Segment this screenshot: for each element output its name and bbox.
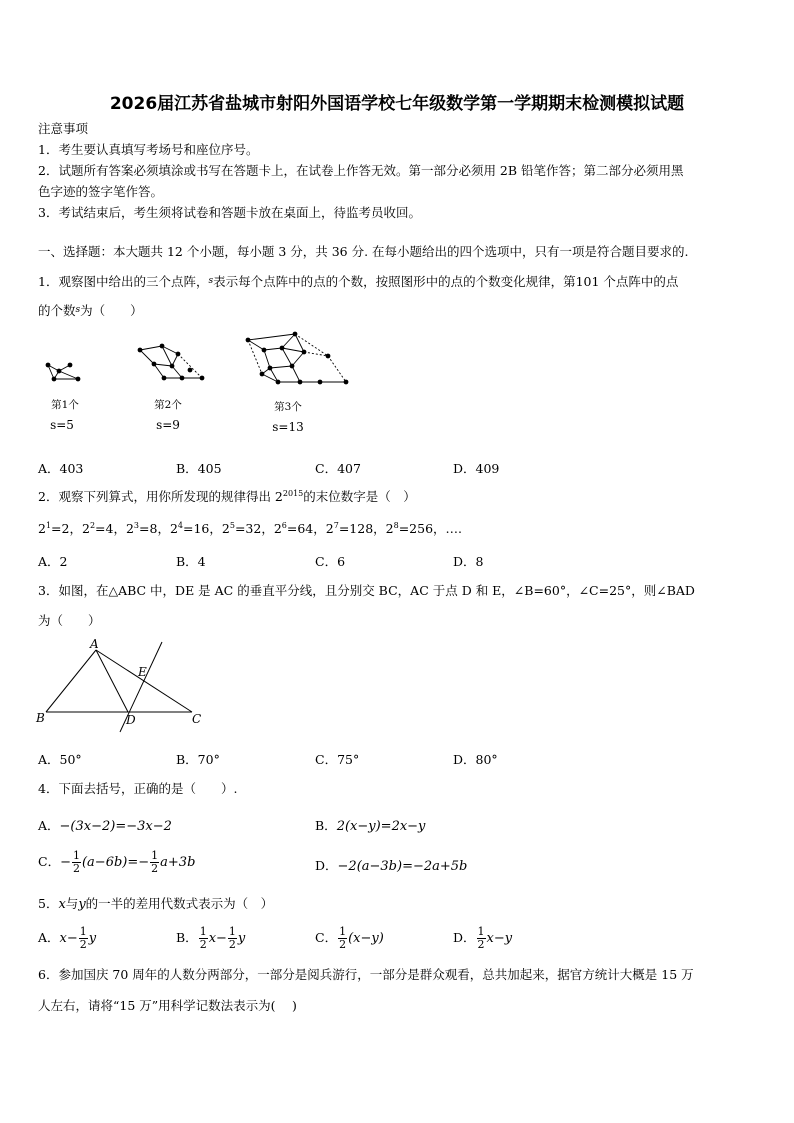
q2-seq-exponent: 3: [133, 521, 140, 530]
q2-exponent: 2015: [282, 489, 304, 498]
q1-option-d[interactable]: D．409: [453, 461, 500, 476]
q5-text-b: 与: [65, 896, 79, 911]
q2-seq-exponent: 7: [333, 521, 339, 530]
q4-option-d[interactable]: [315, 856, 467, 874]
exam-title: 2026届江苏省盐城市射阳外国语学校七年级数学第一学期期末检测模拟试题: [109, 94, 685, 114]
q5-option-a[interactable]: [38, 926, 96, 951]
q2-seq-value: =4，: [95, 521, 126, 536]
q2-seq-value: =8，: [139, 521, 170, 536]
q4-option-a[interactable]: [38, 816, 172, 834]
q2-seq-base: 2: [125, 521, 134, 536]
q1-stem-line1: [38, 273, 678, 290]
q4-c-mid: (a−6b)=−: [81, 855, 150, 870]
q3-stem-line1: 3．如图，在△ABC 中，DE 是 AC 的垂直平分线，且分别交 BC，AC 于点 D 和 E，∠B=60°，∠C=25°，则∠BAD: [38, 583, 695, 598]
q5-option-b[interactable]: [176, 926, 245, 951]
q2-option-a[interactable]: A．2: [38, 554, 68, 569]
q5-option-d[interactable]: [453, 926, 512, 951]
q2-seq-base: 2: [81, 521, 90, 536]
q4-option-c[interactable]: [38, 850, 195, 875]
q4-c-pre: −: [60, 855, 71, 870]
q1-text-b: 表示每个点阵中的点的个数，按照图形中的点的个数变化规律，第101 个点阵中的点: [213, 274, 679, 289]
q5-b-fraction-2: $\frac{1}{2}$: [228, 925, 236, 951]
q2-seq-exponent: 1: [45, 521, 52, 530]
q2-option-c[interactable]: C．6: [315, 554, 346, 569]
q1-fig1-value: s=5: [50, 418, 74, 432]
q6-stem-line1: 6．参加国庆 70 周年的人数分两部分，一部分是阅兵游行，一部分是群众观看，总共加起来，据官方统计大概是 15 万: [38, 967, 694, 982]
q5-b-mid: x−: [208, 931, 227, 946]
q3-option-c[interactable]: C．75°: [315, 752, 360, 767]
q2-seq-value: =256，….: [398, 521, 463, 536]
notice-heading: 注意事项: [38, 121, 89, 136]
q2-seq-value: =32，: [234, 521, 274, 536]
q1-option-a[interactable]: A．403: [38, 461, 84, 476]
q3-option-a[interactable]: A．50°: [38, 752, 82, 767]
q4-b-label: B．: [315, 818, 337, 833]
q5-option-c[interactable]: [315, 926, 384, 951]
q5-a-pre: x−: [59, 931, 78, 946]
q5-c-label: C．: [315, 930, 338, 945]
q1-text-c: 的个数: [38, 303, 76, 318]
q1-text-a: 1．观察图中给出的三个点阵，: [38, 274, 209, 289]
q2-seq-value: =2，: [51, 521, 82, 536]
q3-point-e: E: [138, 665, 147, 679]
q1-option-b[interactable]: B．405: [176, 461, 222, 476]
q2-seq-value: =16，: [183, 521, 222, 536]
q1-s-symbol: s: [208, 276, 214, 286]
q4-b-expr: 2(x−y)=2x−y: [336, 819, 426, 834]
q3-point-d: D: [126, 713, 136, 727]
q3-triangle-diagram: [34, 638, 214, 738]
notice-item-2-cont: 色字迹的签字笔作答。: [38, 184, 164, 199]
q5-x: x: [58, 897, 66, 912]
q5-text-a: 5．: [38, 896, 59, 911]
q1-fig3-value: s=13: [272, 420, 304, 434]
q4-c-fraction: $\frac{1}{2}$: [72, 849, 80, 875]
q2-seq-exponent: 6: [281, 521, 287, 530]
q2-text-b: 的末位数字是（ ）: [303, 489, 416, 504]
q5-d-fraction: $\frac{1}{2}$: [477, 925, 485, 951]
q2-seq-base: 2: [385, 521, 394, 536]
q2-seq-value: =128，: [338, 521, 386, 536]
section-heading: 一、选择题：本大题共 12 个小题，每小题 3 分，共 36 分. 在每小题给出的四个选项中，只有一项是符合题目要求的.: [38, 244, 689, 259]
q4-d-expr: −2(a−3b)=−2a+5b: [337, 859, 468, 874]
q3-point-c: C: [192, 712, 202, 726]
q2-seq-value: =64，: [286, 521, 326, 536]
q2-option-d[interactable]: D．8: [453, 554, 484, 569]
q5-d-label: D．: [453, 930, 476, 945]
q2-seq-exponent: 8: [393, 521, 399, 530]
q1-text-d: 为（ ）: [80, 303, 143, 318]
q1-lattice-figure-2: [134, 340, 209, 385]
q1-stem-line2: [38, 302, 143, 319]
q3-point-a: A: [90, 637, 99, 651]
q3-option-d[interactable]: D．80°: [453, 752, 498, 767]
q4-a-label: A．: [38, 818, 60, 833]
q4-stem: 4．下面去括号，正确的是（ ）.: [38, 781, 238, 796]
q1-fig1-label: 第1个: [51, 399, 79, 411]
q4-option-b[interactable]: [315, 816, 425, 834]
q4-a-expr: −(3x−2)=−3x−2: [59, 819, 172, 834]
q2-option-b[interactable]: B．4: [176, 554, 206, 569]
q2-seq-base: 2: [325, 521, 334, 536]
q1-fig3-label: 第3个: [274, 401, 302, 413]
q3-point-b: B: [36, 711, 45, 725]
q4-d-label: D．: [315, 858, 338, 873]
notice-item-2: 2．试题所有答案必须填涂或书写在答题卡上，在试卷上作答无效。第一部分必须用 2B 铅笔作答；第二部分必须用黑: [38, 163, 684, 178]
q1-lattice-figure-3: [240, 330, 352, 388]
q2-seq-base: 2: [273, 521, 282, 536]
q5-c-fraction: $\frac{1}{2}$: [339, 925, 347, 951]
q5-c-post: (x−y): [348, 931, 384, 946]
q5-d-post: x−y: [486, 931, 513, 946]
q5-a-fraction: $\frac{1}{2}$: [79, 925, 87, 951]
q1-fig2-value: s=9: [156, 418, 180, 432]
q2-seq-exponent: 2: [89, 521, 96, 530]
q2-seq-base: 2: [221, 521, 230, 536]
q1-option-c[interactable]: C．407: [315, 461, 361, 476]
q2-stem: [38, 489, 416, 505]
q2-seq-exponent: 4: [177, 521, 183, 530]
notice-item-1: 1．考生要认真填写考场号和座位序号。: [38, 142, 259, 157]
q1-fig2-label: 第2个: [154, 399, 182, 411]
q5-a-post: y: [88, 931, 97, 946]
q6-stem-line2: 人左右，请将“15 万”用科学记数法表示为( ): [38, 998, 297, 1013]
q5-text-c: 的一半的差用代数式表示为（ ）: [85, 896, 274, 911]
q5-b-fraction: $\frac{1}{2}$: [199, 925, 207, 951]
q3-stem-line2: 为（ ）: [38, 613, 101, 628]
q1-lattice-figure-1: [40, 355, 90, 385]
q4-c-post: a+3b: [160, 855, 196, 870]
q2-text-a: 2．观察下列算式，用你所发现的规律得出 2: [38, 489, 283, 504]
q2-seq-exponent: 5: [229, 521, 235, 530]
q2-power-sequence: [38, 521, 462, 537]
q2-seq-base: 2: [38, 521, 46, 536]
q5-stem: [38, 896, 273, 913]
q5-a-label: A．: [38, 930, 60, 945]
q4-c-fraction-2: $\frac{1}{2}$: [151, 849, 159, 875]
q5-y: y: [78, 897, 86, 912]
q5-b-label: B．: [176, 930, 198, 945]
q2-seq-base: 2: [169, 521, 178, 536]
q1-s-symbol-2: s: [75, 305, 81, 315]
q4-c-label: C．: [38, 854, 61, 869]
q5-b-post: y: [237, 931, 246, 946]
q3-option-b[interactable]: B．70°: [176, 752, 220, 767]
notice-item-3: 3．考试结束后，考生须将试卷和答题卡放在桌面上，待监考员收回。: [38, 205, 421, 220]
